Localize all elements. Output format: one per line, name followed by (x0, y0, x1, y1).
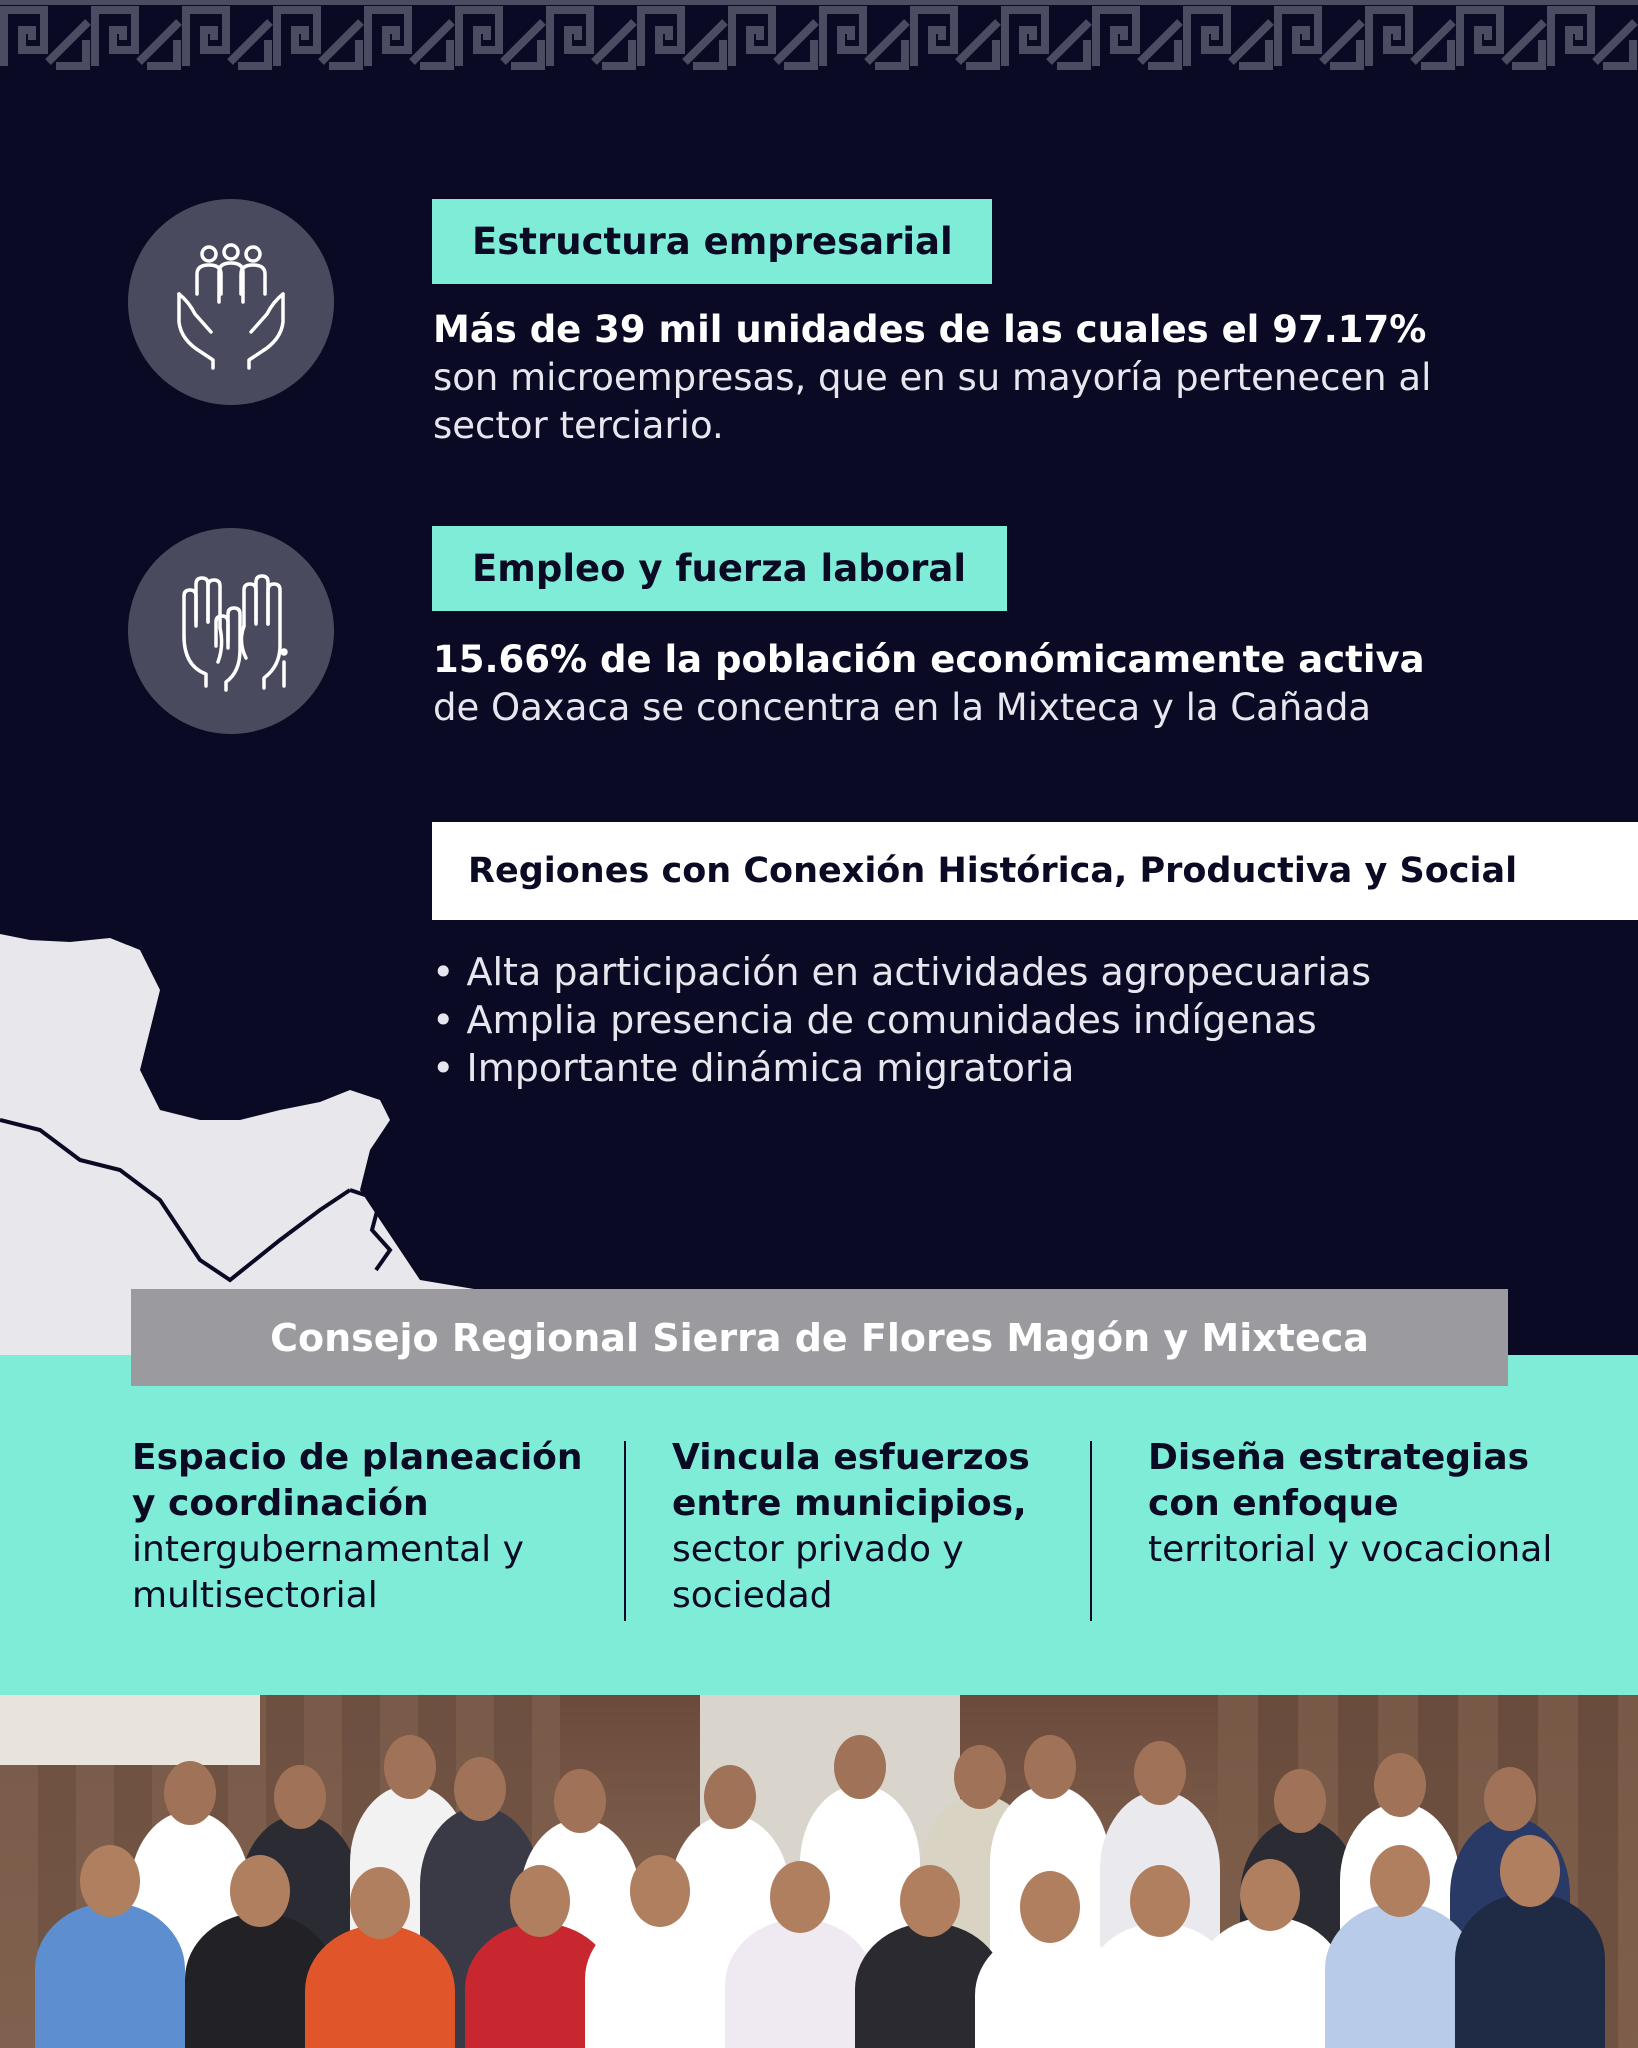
column-text: sector privado y sociedad (672, 1529, 964, 1616)
person-head (1274, 1769, 1326, 1833)
person-head (274, 1765, 326, 1829)
person-front (1455, 1893, 1605, 2048)
column-heading: Espacio de planeación y coordinación (132, 1437, 583, 1524)
column-text: territorial y vocacional (1148, 1529, 1553, 1570)
person-front (1195, 1917, 1345, 2048)
person-head (230, 1855, 290, 1927)
person-head (630, 1855, 690, 1927)
person-head (954, 1745, 1006, 1809)
column-heading: Diseña estrategias con enfoque (1148, 1437, 1530, 1524)
person-head (350, 1867, 410, 1939)
person-head (1130, 1865, 1190, 1937)
person-head (80, 1845, 140, 1917)
person-front (35, 1903, 185, 2048)
person-head (164, 1761, 216, 1825)
person-front (725, 1919, 875, 2048)
person-front (305, 1925, 455, 2048)
column-divider (1090, 1441, 1092, 1621)
person-head (900, 1865, 960, 1937)
regions-title: Regiones con Conexión Histórica, Productiva y Social (432, 822, 1638, 920)
council-column (132, 1435, 602, 1619)
people-in-hands-icon (128, 199, 334, 405)
person-head (1240, 1859, 1300, 1931)
employment-text (433, 636, 1533, 732)
column-text: intergubernamental y multisectorial (132, 1529, 524, 1616)
column-divider (624, 1441, 626, 1621)
person-head (1500, 1835, 1560, 1907)
list-item: • Amplia presencia de comunidades indígenas (432, 996, 1582, 1044)
photo-plaque (0, 1695, 260, 1765)
person-head (1134, 1741, 1186, 1805)
person-head (1484, 1767, 1536, 1831)
person-head (1024, 1735, 1076, 1799)
business-structure-text (433, 306, 1533, 450)
business-structure-body: son microempresas, que en su mayoría pertenecen al sector terciario. (433, 356, 1432, 447)
regions-list (432, 948, 1582, 1092)
council-title: Consejo Regional Sierra de Flores Magón y Mixteca (131, 1289, 1508, 1386)
person-head (704, 1765, 756, 1829)
council-column (672, 1435, 1072, 1619)
person-head (770, 1861, 830, 1933)
person-front (1325, 1903, 1475, 2048)
group-photo (0, 1695, 1638, 2048)
employment-label: Empleo y fuerza laboral (432, 526, 1007, 611)
greek-key-border (0, 0, 1638, 72)
person-head (384, 1735, 436, 1799)
person-head (1374, 1753, 1426, 1817)
list-item: • Alta participación en actividades agropecuarias (432, 948, 1582, 996)
business-structure-label: Estructura empresarial (432, 199, 992, 284)
person-head (834, 1735, 886, 1799)
council-column (1148, 1435, 1608, 1573)
employment-body: de Oaxaca se concentra en la Mixteca y la Cañada (433, 686, 1372, 729)
business-structure-highlight: Más de 39 mil unidades de las cuales el 97.17% (433, 308, 1427, 351)
employment-highlight: 15.66% de la población económicamente activa (433, 638, 1425, 681)
person-head (510, 1865, 570, 1937)
person-head (554, 1769, 606, 1833)
person-front (585, 1913, 735, 2048)
raised-hands-icon (128, 528, 334, 734)
list-item: • Importante dinámica migratoria (432, 1044, 1582, 1092)
person-head (454, 1757, 506, 1821)
person-head (1370, 1845, 1430, 1917)
column-heading: Vincula esfuerzos entre municipios, (672, 1437, 1030, 1524)
person-head (1020, 1871, 1080, 1943)
